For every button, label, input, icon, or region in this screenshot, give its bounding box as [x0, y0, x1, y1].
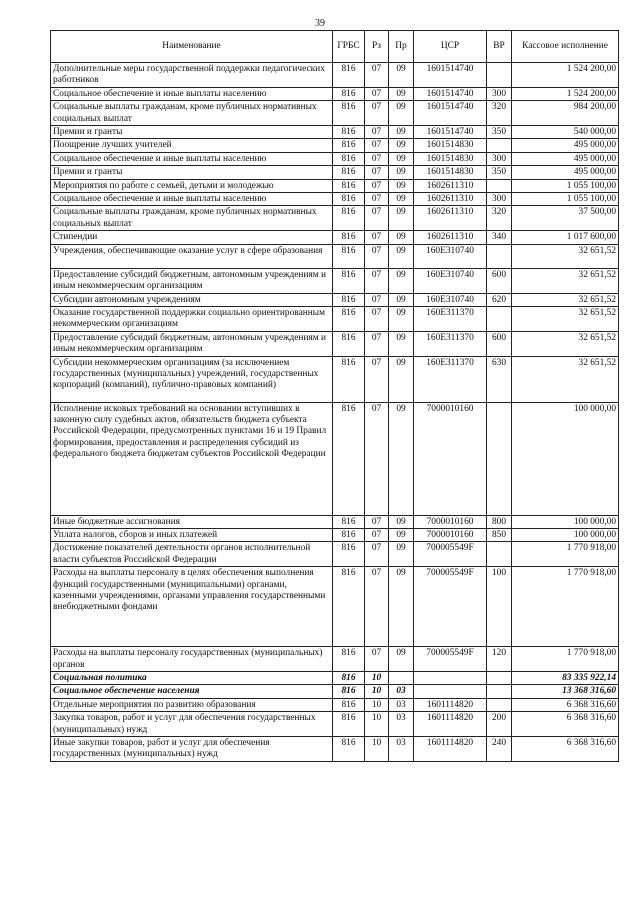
cell-pr: 09 — [389, 166, 414, 179]
table-row — [51, 101, 619, 126]
cell-pr: 09 — [389, 647, 414, 672]
cell-grbs: 816 — [333, 87, 365, 100]
cell-name: Расходы на выплаты персоналу государственных (муниципальных) органов — [51, 647, 333, 672]
page-number: 39 — [315, 18, 325, 29]
cell-rz: 10 — [365, 712, 389, 737]
table-row — [51, 87, 619, 100]
cell-amount: 1 770 918,00 — [512, 542, 619, 567]
cell-amount: 1 017 600,00 — [512, 231, 619, 244]
cell-amount: 495 000,00 — [512, 166, 619, 179]
cell-rz: 07 — [365, 528, 389, 541]
cell-vr: 630 — [487, 356, 512, 402]
cell-rz: 07 — [365, 126, 389, 139]
cell-vr — [487, 402, 512, 515]
cell-pr: 03 — [389, 712, 414, 737]
table-row — [51, 179, 619, 192]
cell-vr: 120 — [487, 647, 512, 672]
cell-grbs: 816 — [333, 306, 365, 331]
cell-grbs: 816 — [333, 126, 365, 139]
cell-rz: 07 — [365, 268, 389, 293]
cell-csr: 1601514830 — [414, 152, 487, 165]
cell-vr — [487, 698, 512, 711]
cell-grbs: 816 — [333, 331, 365, 356]
cell-grbs: 816 — [333, 402, 365, 515]
cell-pr: 09 — [389, 293, 414, 306]
cell-grbs: 816 — [333, 244, 365, 268]
cell-amount: 6 368 316,60 — [512, 698, 619, 711]
cell-name: Субсидии некоммерческим организациям (за исключением государственных (муниципальных) учреждений, государственных корпораций (компаний), публично-правовых компаний) — [51, 356, 333, 402]
table-row — [51, 166, 619, 179]
cell-name: Достижение показателей деятельности органов исполнительной власти субъектов Российской Федерации — [51, 542, 333, 567]
cell-rz: 07 — [365, 139, 389, 152]
cell-pr: 09 — [389, 179, 414, 192]
cell-csr: 1601514740 — [414, 126, 487, 139]
header-pr: Пр — [389, 31, 414, 63]
cell-pr: 09 — [389, 356, 414, 402]
cell-vr — [487, 542, 512, 567]
cell-amount: 1 524 200,00 — [512, 63, 619, 88]
cell-vr: 300 — [487, 193, 512, 206]
cell-grbs: 816 — [333, 671, 365, 684]
cell-csr: 160Е310740 — [414, 293, 487, 306]
cell-amount: 83 335 922,14 — [512, 671, 619, 684]
cell-grbs: 816 — [333, 356, 365, 402]
table-row — [51, 402, 619, 515]
table-row — [51, 515, 619, 528]
cell-grbs: 816 — [333, 206, 365, 231]
cell-rz: 07 — [365, 87, 389, 100]
cell-name: Уплата налогов, сборов и иных платежей — [51, 528, 333, 541]
cell-vr: 600 — [487, 268, 512, 293]
cell-amount: 32 651,52 — [512, 244, 619, 268]
cell-rz: 07 — [365, 331, 389, 356]
cell-amount: 13 368 316,60 — [512, 685, 619, 698]
cell-rz: 07 — [365, 402, 389, 515]
table-row — [51, 306, 619, 331]
cell-grbs: 816 — [333, 139, 365, 152]
cell-vr — [487, 139, 512, 152]
cell-amount: 6 368 316,60 — [512, 737, 619, 762]
cell-vr: 340 — [487, 231, 512, 244]
cell-pr: 09 — [389, 306, 414, 331]
cell-pr: 09 — [389, 402, 414, 515]
cell-name: Иные бюджетные ассигнования — [51, 515, 333, 528]
cell-amount: 1 770 918,00 — [512, 567, 619, 647]
cell-vr: 350 — [487, 166, 512, 179]
cell-csr: 700005549F — [414, 567, 487, 647]
cell-amount: 32 651,52 — [512, 331, 619, 356]
cell-pr: 09 — [389, 542, 414, 567]
cell-pr: 09 — [389, 331, 414, 356]
cell-grbs: 816 — [333, 268, 365, 293]
cell-name: Мероприятия по работе с семьей, детьми и молодежью — [51, 179, 333, 192]
cell-csr: 160Е310740 — [414, 244, 487, 268]
cell-csr: 1601114820 — [414, 737, 487, 762]
cell-name: Премии и гранты — [51, 166, 333, 179]
table-row — [51, 737, 619, 762]
cell-csr: 1602611310 — [414, 193, 487, 206]
cell-pr: 03 — [389, 737, 414, 762]
cell-rz: 07 — [365, 206, 389, 231]
cell-amount: 37 500,00 — [512, 206, 619, 231]
cell-vr — [487, 685, 512, 698]
cell-csr: 1601114820 — [414, 712, 487, 737]
cell-pr: 09 — [389, 193, 414, 206]
table-row — [51, 542, 619, 567]
cell-name: Отдельные мероприятия по развитию образования — [51, 698, 333, 711]
cell-rz: 07 — [365, 293, 389, 306]
cell-vr: 350 — [487, 126, 512, 139]
cell-csr: 7000010160 — [414, 515, 487, 528]
cell-csr: 1601514830 — [414, 166, 487, 179]
cell-pr: 09 — [389, 139, 414, 152]
cell-vr: 300 — [487, 87, 512, 100]
cell-grbs: 816 — [333, 542, 365, 567]
cell-rz: 07 — [365, 63, 389, 88]
cell-amount: 6 368 316,60 — [512, 712, 619, 737]
cell-pr: 03 — [389, 698, 414, 711]
cell-rz: 07 — [365, 306, 389, 331]
cell-name: Оказание государственной поддержки социально ориентированным некоммерческим организациям — [51, 306, 333, 331]
cell-amount: 32 651,52 — [512, 306, 619, 331]
cell-amount: 1 524 200,00 — [512, 87, 619, 100]
cell-name: Закупка товаров, работ и услуг для обеспечения государственных (муниципальных) нужд — [51, 712, 333, 737]
cell-grbs: 816 — [333, 685, 365, 698]
cell-csr: 7000010160 — [414, 528, 487, 541]
cell-rz: 07 — [365, 152, 389, 165]
cell-csr: 700005549F — [414, 647, 487, 672]
cell-vr — [487, 671, 512, 684]
cell-csr: 1601514830 — [414, 139, 487, 152]
cell-amount: 540 000,00 — [512, 126, 619, 139]
cell-name: Социальное обеспечение населения — [51, 685, 333, 698]
table-header-row — [51, 31, 619, 63]
cell-rz: 07 — [365, 166, 389, 179]
cell-grbs: 816 — [333, 515, 365, 528]
cell-csr — [414, 685, 487, 698]
table-row — [51, 231, 619, 244]
cell-name: Социальная политика — [51, 671, 333, 684]
cell-grbs: 816 — [333, 567, 365, 647]
cell-csr: 7000010160 — [414, 402, 487, 515]
cell-vr: 800 — [487, 515, 512, 528]
cell-amount: 100 000,00 — [512, 528, 619, 541]
table-row — [51, 528, 619, 541]
cell-amount: 32 651,52 — [512, 356, 619, 402]
cell-rz: 07 — [365, 179, 389, 192]
cell-amount: 100 000,00 — [512, 515, 619, 528]
cell-vr: 320 — [487, 206, 512, 231]
header-vr: ВР — [487, 31, 512, 63]
cell-pr: 09 — [389, 567, 414, 647]
cell-csr: 160Е311370 — [414, 306, 487, 331]
cell-vr — [487, 63, 512, 88]
cell-rz: 07 — [365, 567, 389, 647]
cell-grbs: 816 — [333, 101, 365, 126]
cell-name: Исполнение исковых требований на основании вступивших в законную силу судебных актов, обязательств бюджета субъекта Российской Федерации, предусмотренных пунктами 16 и 19 Правил формирования, предоставления и распределения субсидий из федерального бюджета бюджетам субъектов Российской Федерации — [51, 402, 333, 515]
cell-name: Расходы на выплаты персоналу в целях обеспечения выполнения функций государственными (муниципальными) органами, казенными учреждениями, органами управления государственными внебюджетными фондами — [51, 567, 333, 647]
cell-grbs: 816 — [333, 231, 365, 244]
cell-vr: 240 — [487, 737, 512, 762]
cell-csr: 1602611310 — [414, 179, 487, 192]
cell-name: Субсидии автономным учреждениям — [51, 293, 333, 306]
cell-rz: 07 — [365, 542, 389, 567]
table-row — [51, 139, 619, 152]
cell-grbs: 816 — [333, 152, 365, 165]
cell-pr: 09 — [389, 268, 414, 293]
cell-grbs: 816 — [333, 698, 365, 711]
cell-vr — [487, 306, 512, 331]
cell-rz: 10 — [365, 737, 389, 762]
cell-rz: 07 — [365, 647, 389, 672]
cell-name: Стипендии — [51, 231, 333, 244]
cell-rz: 07 — [365, 193, 389, 206]
cell-amount: 32 651,52 — [512, 293, 619, 306]
table-row — [51, 698, 619, 711]
cell-pr: 09 — [389, 87, 414, 100]
cell-vr: 600 — [487, 331, 512, 356]
cell-name: Социальное обеспечение и иные выплаты населению — [51, 152, 333, 165]
header-csr: ЦСР — [414, 31, 487, 63]
cell-name: Социальные выплаты гражданам, кроме публичных нормативных социальных выплат — [51, 206, 333, 231]
cell-csr: 1601114820 — [414, 698, 487, 711]
cell-csr: 1601514740 — [414, 87, 487, 100]
cell-rz: 07 — [365, 231, 389, 244]
cell-pr: 09 — [389, 126, 414, 139]
cell-name: Дополнительные меры государственной поддержки педагогических работников — [51, 63, 333, 88]
cell-vr: 100 — [487, 567, 512, 647]
cell-rz: 07 — [365, 515, 389, 528]
cell-amount: 32 651,52 — [512, 268, 619, 293]
table-row — [51, 671, 619, 684]
cell-name: Учреждения, обеспечивающие оказание услуг в сфере образования — [51, 244, 333, 268]
cell-pr: 09 — [389, 244, 414, 268]
cell-rz: 10 — [365, 685, 389, 698]
cell-name: Предоставление субсидий бюджетным, автономным учреждениям и иным некоммерческим организациям — [51, 268, 333, 293]
table-row — [51, 244, 619, 268]
cell-grbs: 816 — [333, 528, 365, 541]
cell-name: Социальное обеспечение и иные выплаты населению — [51, 87, 333, 100]
cell-name: Поощрение лучших учителей — [51, 139, 333, 152]
header-name: Наименование — [51, 31, 333, 63]
cell-pr: 09 — [389, 206, 414, 231]
cell-amount: 495 000,00 — [512, 152, 619, 165]
table-row — [51, 647, 619, 672]
table-row — [51, 331, 619, 356]
cell-grbs: 816 — [333, 647, 365, 672]
table-row — [51, 63, 619, 88]
cell-pr: 09 — [389, 63, 414, 88]
cell-vr: 620 — [487, 293, 512, 306]
cell-grbs: 816 — [333, 179, 365, 192]
cell-amount: 984 200,00 — [512, 101, 619, 126]
cell-csr: 1601514740 — [414, 63, 487, 88]
cell-csr: 1601514740 — [414, 101, 487, 126]
table-body — [51, 63, 619, 762]
cell-csr: 1602611310 — [414, 231, 487, 244]
table-row — [51, 268, 619, 293]
cell-pr: 09 — [389, 101, 414, 126]
cell-amount: 1 770 918,00 — [512, 647, 619, 672]
cell-amount: 495 000,00 — [512, 139, 619, 152]
cell-rz: 07 — [365, 244, 389, 268]
cell-grbs: 816 — [333, 193, 365, 206]
table-row — [51, 152, 619, 165]
cell-name: Предоставление субсидий бюджетным, автономным учреждениям и иным некоммерческим организациям — [51, 331, 333, 356]
table-row — [51, 206, 619, 231]
cell-csr: 700005549F — [414, 542, 487, 567]
cell-name: Иные закупки товаров, работ и услуг для обеспечения государственных (муниципальных) нужд — [51, 737, 333, 762]
cell-grbs: 816 — [333, 712, 365, 737]
cell-grbs: 816 — [333, 293, 365, 306]
cell-pr: 09 — [389, 231, 414, 244]
cell-vr: 200 — [487, 712, 512, 737]
cell-rz: 10 — [365, 671, 389, 684]
cell-csr — [414, 671, 487, 684]
cell-pr: 09 — [389, 152, 414, 165]
header-rz: Рз — [365, 31, 389, 63]
cell-vr: 320 — [487, 101, 512, 126]
cell-grbs: 816 — [333, 737, 365, 762]
table-row — [51, 712, 619, 737]
table-row — [51, 356, 619, 402]
cell-name: Социальное обеспечение и иные выплаты населению — [51, 193, 333, 206]
table-row — [51, 685, 619, 698]
table-row — [51, 193, 619, 206]
budget-table — [50, 30, 619, 762]
cell-amount: 1 055 100,00 — [512, 193, 619, 206]
cell-pr: 09 — [389, 528, 414, 541]
cell-vr — [487, 179, 512, 192]
cell-vr: 300 — [487, 152, 512, 165]
cell-csr: 160Е311370 — [414, 356, 487, 402]
cell-pr — [389, 671, 414, 684]
cell-csr: 160Е310740 — [414, 268, 487, 293]
header-grbs: ГРБС — [333, 31, 365, 63]
cell-name: Социальные выплаты гражданам, кроме публичных нормативных социальных выплат — [51, 101, 333, 126]
table-row — [51, 126, 619, 139]
cell-grbs: 816 — [333, 166, 365, 179]
cell-amount: 1 055 100,00 — [512, 179, 619, 192]
table-row — [51, 293, 619, 306]
cell-pr: 09 — [389, 515, 414, 528]
cell-rz: 07 — [365, 101, 389, 126]
header-amount: Кассовое исполнение — [512, 31, 619, 63]
cell-vr: 850 — [487, 528, 512, 541]
cell-rz: 07 — [365, 356, 389, 402]
cell-pr: 03 — [389, 685, 414, 698]
cell-vr — [487, 244, 512, 268]
cell-name: Премии и гранты — [51, 126, 333, 139]
cell-csr: 1602611310 — [414, 206, 487, 231]
table-row — [51, 567, 619, 647]
cell-grbs: 816 — [333, 63, 365, 88]
cell-amount: 100 000,00 — [512, 402, 619, 515]
cell-csr: 160Е311370 — [414, 331, 487, 356]
cell-rz: 10 — [365, 698, 389, 711]
